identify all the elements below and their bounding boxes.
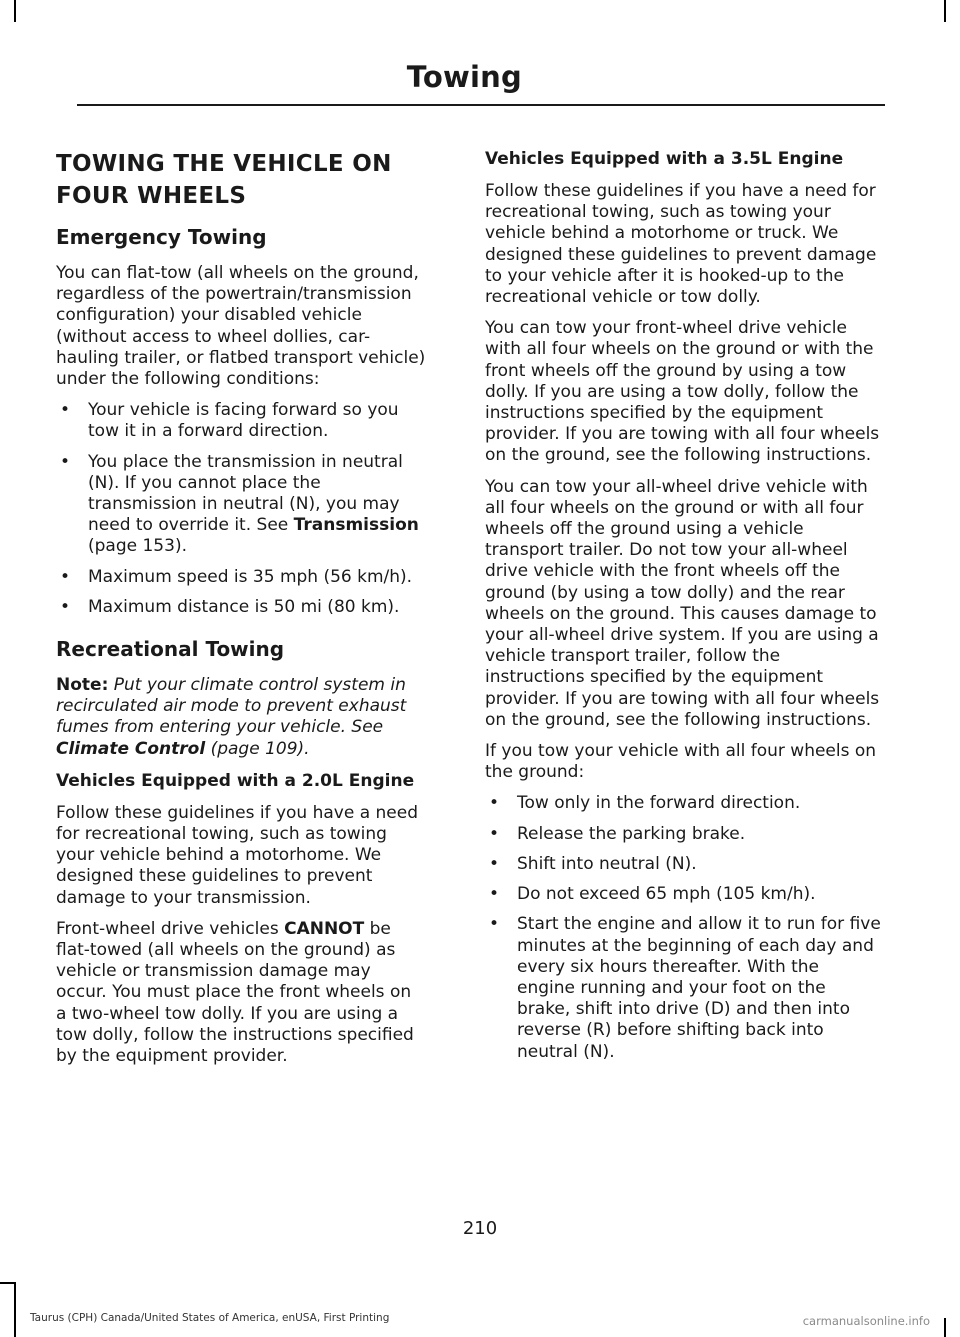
engine-3-5l-paragraph-1: Follow these guidelines if you have a need for recreational towing, such as towing your vehicle behind a motorhome or truck. We designed these guidelines to prevent damage to your vehicle after it is hooked-up to the recreational vehicle or tow dolly. — [485, 181, 877, 308]
list-item-text: You place the transmission in neutral (N). If you cannot place the transmission in neutral (N), you may need to override it. See — [88, 451, 403, 536]
list-item — [485, 884, 881, 905]
cannot-emphasis: CANNOT — [284, 918, 365, 939]
bullet-glyph: • — [489, 884, 500, 905]
emergency-intro-paragraph: You can flat-tow (all wheels on the ground, regardless of the powertrain/transmission configuration) your disabled vehicle (without access to wheel dollies, car-hauling trailer, or flatbed transport vehicle) under the following conditions: — [56, 263, 426, 390]
page-header-title: Towing — [406, 60, 522, 94]
left-column — [56, 148, 426, 1077]
right-column — [485, 148, 881, 1073]
engine-2-0l-paragraph-2 — [56, 919, 426, 1067]
bullet-glyph: • — [489, 823, 500, 844]
bullet-glyph: • — [60, 596, 71, 617]
heading-2-0l-engine: Vehicles Equipped with a 2.0L Engine — [56, 770, 415, 791]
climate-control-link[interactable]: Climate Control — [56, 738, 206, 759]
engine-3-5l-paragraph-2: You can tow your front-wheel drive vehicle with all four wheels on the ground or with the front wheels off the ground by using a tow dolly. If you are using a tow dolly, follow the instructions specified by the equipment provider. If you are towing with all four wheels on the ground, see the following instructions. — [485, 318, 880, 466]
bullet-glyph: • — [489, 914, 500, 935]
crop-mark-bottom-right-vertical — [944, 1318, 946, 1337]
list-item — [56, 597, 426, 618]
list-item — [485, 854, 881, 875]
section-heading-towing-four-wheels: TOWING THE VEHICLE ON FOUR WHEELS — [56, 151, 392, 209]
list-item-text: Maximum speed is 35 mph (56 km/h). — [88, 566, 413, 587]
heading-recreational-towing: Recreational Towing — [56, 637, 285, 662]
emergency-conditions-list — [56, 400, 426, 618]
crop-mark-bottom-left-horizontal — [0, 1282, 16, 1284]
header-divider — [77, 104, 885, 106]
heading-emergency-towing: Emergency Towing — [56, 225, 267, 249]
crop-mark-top-right-vertical — [944, 0, 946, 22]
list-item — [485, 914, 881, 1062]
note-text: Put your climate control system in recirculated air mode to prevent exhaust fumes from entering your vehicle. See — [56, 675, 407, 738]
four-wheel-towing-steps-list — [485, 793, 881, 1062]
list-item-text: Maximum distance is 50 mi (80 km). — [88, 596, 400, 617]
bullet-glyph: • — [60, 566, 71, 587]
transmission-page-ref: (page 153). — [88, 536, 187, 557]
list-item — [485, 824, 881, 845]
engine-3-5l-paragraph-3: You can tow your all-wheel drive vehicle with all four wheels on the ground or with all four wheels off the ground using a vehicle transport trailer. Do not tow your all-wheel drive vehicle with the front wheels off the ground (by using a tow dolly) and the rear wheels on the ground. This causes damage to your all-wheel drive system. If you are using a vehicle transport trailer, follow the instructions specified by the equipment provider. If you are towing with all four wheels on the ground, see the following instructions. — [485, 476, 880, 730]
bullet-glyph: • — [60, 400, 71, 421]
bullet-glyph: • — [489, 793, 500, 814]
heading-3-5l-engine: Vehicles Equipped with a 3.5L Engine — [485, 149, 844, 169]
note-label: Note: — [56, 675, 109, 696]
list-item-text: Release the parking brake. — [517, 823, 746, 844]
crop-mark-bottom-left-vertical — [14, 1282, 16, 1337]
climate-control-page-ref: (page 109). — [205, 738, 310, 759]
list-item-text: Shift into neutral (N). — [517, 853, 697, 874]
footer-edition-text: Taurus (CPH) Canada/United States of America, enUSA, First Printing — [30, 1312, 390, 1324]
transmission-link[interactable]: Transmission — [293, 515, 419, 536]
list-item-text: Tow only in the forward direction. — [517, 793, 801, 814]
list-item — [56, 452, 426, 558]
bullet-glyph: • — [489, 853, 500, 874]
list-item-text: Start the engine and allow it to run for five minutes at the beginning of each day and every six hours thereafter. With the engine running and your foot on the brake, shift into drive (D) and then into reverse (R) before shifting back into neutral (N). — [517, 914, 881, 1062]
bullet-glyph: • — [60, 451, 71, 472]
paragraph-text: be flat-towed (all wheels on the ground) as vehicle or transmission damage may occur. You must place the front wheels on a two-wheel tow dolly. If you are using a tow dolly, follow the instructions specified by the equipment provider. — [56, 918, 414, 1067]
list-item — [485, 793, 881, 814]
crop-mark-top-left-vertical — [14, 0, 16, 22]
engine-2-0l-paragraph-1: Follow these guidelines if you have a need for recreational towing, such as towing your vehicle behind a motorhome. We designed these guidelines to prevent damage to your transmission. — [56, 802, 418, 908]
note-paragraph — [56, 675, 426, 760]
page-number: 210 — [462, 1218, 498, 1239]
list-item-text: Your vehicle is facing forward so you tow it in a forward direction. — [88, 400, 399, 442]
list-item — [56, 567, 426, 588]
watermark-text: carmanualsonline.info — [802, 1314, 930, 1328]
list-item — [56, 400, 426, 442]
engine-3-5l-paragraph-4: If you tow your vehicle with all four wheels on the ground: — [485, 741, 877, 783]
list-item-text: Do not exceed 65 mph (105 km/h). — [517, 884, 816, 905]
paragraph-text: Front-wheel drive vehicles — [56, 918, 285, 939]
